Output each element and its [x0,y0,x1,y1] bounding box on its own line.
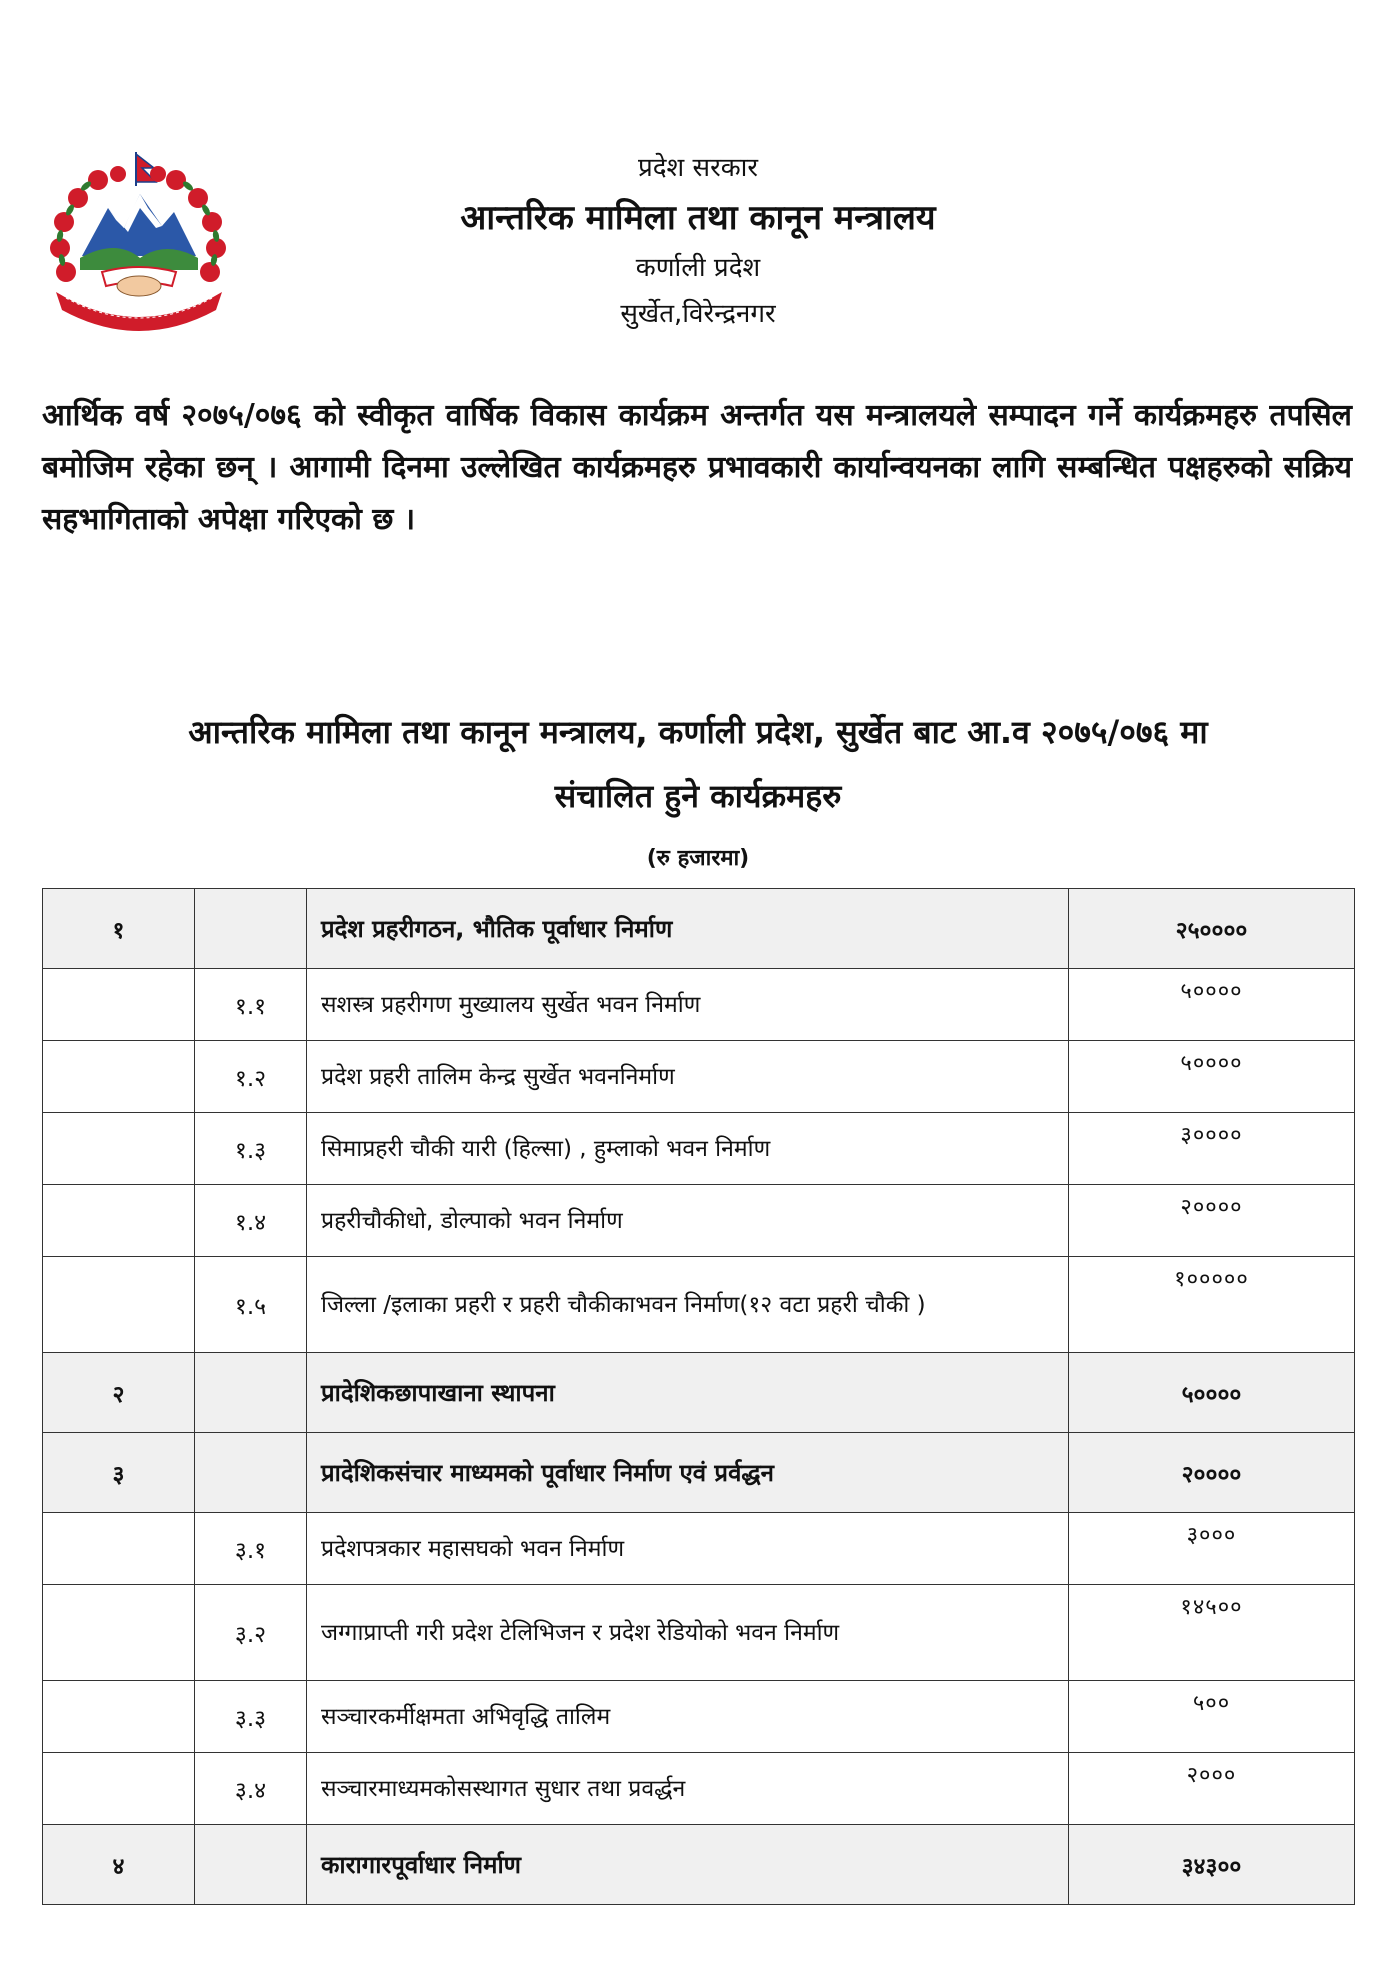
row-description: प्रहरीचौकीधो, डोल्पाको भवन निर्माण [307,1185,1069,1257]
row-subnumber: १.१ [195,969,307,1041]
row-subnumber: १.३ [195,1113,307,1185]
row-number [43,1585,195,1681]
row-description: प्रादेशिकसंचार माध्यमको पूर्वाधार निर्माण एवं प्रर्वद्धन [307,1433,1069,1513]
row-subnumber: १.५ [195,1257,307,1353]
title-line-2: संचालित हुने कार्यक्रमहरु [554,777,842,815]
table-row-main [43,1433,1355,1513]
row-description: प्रादेशिकछापाखाना स्थापना [307,1353,1069,1433]
row-subnumber: ३.२ [195,1585,307,1681]
row-amount: ५०००० [1069,1353,1355,1433]
row-subnumber [195,889,307,969]
row-description: सञ्चारकर्मीक्षमता अभिवृद्धि तालिम [307,1681,1069,1753]
row-number [43,1185,195,1257]
row-subnumber [195,1825,307,1905]
row-amount: ५०० [1069,1681,1355,1753]
row-number [43,1041,195,1113]
table-row-sub [43,1185,1355,1257]
row-number [43,1681,195,1753]
row-number [43,1513,195,1585]
row-number [43,1257,195,1353]
title-line-1: आन्तरिक मामिला तथा कानून मन्त्रालय, कर्णाली प्रदेश, सुर्खेत बाट आ.व २०७५/०७६ मा [188,713,1208,751]
row-description: जग्गाप्राप्ती गरी प्रदेश टेलिभिजन र प्रदेश रेडियोको भवन निर्माण [307,1585,1069,1681]
table-row-sub [43,1753,1355,1825]
row-amount: २५०००० [1069,889,1355,969]
table-row-sub [43,1585,1355,1681]
row-amount: २०००० [1069,1433,1355,1513]
row-subnumber: १.२ [195,1041,307,1113]
office-location: सुर्खेत,विरेन्द्रनगर [620,299,776,329]
row-number: ४ [43,1825,195,1905]
row-amount: ३०००० [1069,1113,1355,1185]
row-amount: ५०००० [1069,969,1355,1041]
row-description: प्रदेशपत्रकार महासघको भवन निर्माण [307,1513,1069,1585]
table-row-sub [43,969,1355,1041]
row-description: प्रदेश प्रहरी तालिम केन्द्र सुर्खेत भवननिर्माण [307,1041,1069,1113]
province-name: कर्णाली प्रदेश [635,253,761,283]
government-label: प्रदेश सरकार [637,153,759,183]
table-row-sub [43,1113,1355,1185]
row-amount: १४५०० [1069,1585,1355,1681]
table-row-sub [43,1041,1355,1113]
table-row-sub [43,1257,1355,1353]
row-subnumber: १.४ [195,1185,307,1257]
row-amount: २०००० [1069,1185,1355,1257]
row-number [43,1113,195,1185]
row-description: कारागारपूर्वाधार निर्माण [307,1825,1069,1905]
row-subnumber: ३.३ [195,1681,307,1753]
table-row-main [43,1353,1355,1433]
row-amount: ३४३०० [1069,1825,1355,1905]
row-amount: २००० [1069,1753,1355,1825]
ministry-name: आन्तरिक मामिला तथा कानून मन्त्रालय [460,198,936,238]
row-description: सिमाप्रहरी चौकी यारी (हिल्सा) , हुम्लाको भवन निर्माण [307,1113,1069,1185]
row-amount: १००००० [1069,1257,1355,1353]
row-number: १ [43,889,195,969]
row-subnumber: ३.१ [195,1513,307,1585]
program-table [42,888,1355,1905]
row-subnumber [195,1353,307,1433]
unit-label: (रु हजारमा) [646,846,750,871]
program-list-title [40,700,1356,828]
row-amount: ५०००० [1069,1041,1355,1113]
row-description: जिल्ला /इलाका प्रहरी र प्रहरी चौकीकाभवन निर्माण(१२ वटा प्रहरी चौकी ) [307,1257,1069,1353]
table-row-main [43,1825,1355,1905]
intro-paragraph: आर्थिक वर्ष २०७५/०७६ को स्वीकृत वार्षिक विकास कार्यक्रम अन्तर्गत यस मन्त्रालयले सम्पादन गर्ने कार्यक्रमहरु तपसिल बमोजिम रहेका छन् । आगामी दिनमा उल्लेखित कार्यक्रमहरु प्रभावकारी कार्यान्वयनका लागि सम्बन्धित पक्षहरुको सक्रिय सहभागिताको अपेक्षा गरिएको छ । [42,398,1352,537]
row-description: सञ्चारमाध्यमकोसस्थागत सुधार तथा प्रवर्द्धन [307,1753,1069,1825]
row-number: ३ [43,1433,195,1513]
table-row-sub [43,1681,1355,1753]
table-row-sub [43,1513,1355,1585]
row-number [43,969,195,1041]
row-description: प्रदेश प्रहरीगठन, भौतिक पूर्वाधार निर्माण [307,889,1069,969]
row-number [43,1753,195,1825]
row-amount: ३००० [1069,1513,1355,1585]
row-subnumber [195,1433,307,1513]
program-table-body [43,889,1355,1905]
row-subnumber: ३.४ [195,1753,307,1825]
row-description: सशस्त्र प्रहरीगण मुख्यालय सुर्खेत भवन निर्माण [307,969,1069,1041]
table-row-main [43,889,1355,969]
row-number: २ [43,1353,195,1433]
document-header [0,150,1396,342]
